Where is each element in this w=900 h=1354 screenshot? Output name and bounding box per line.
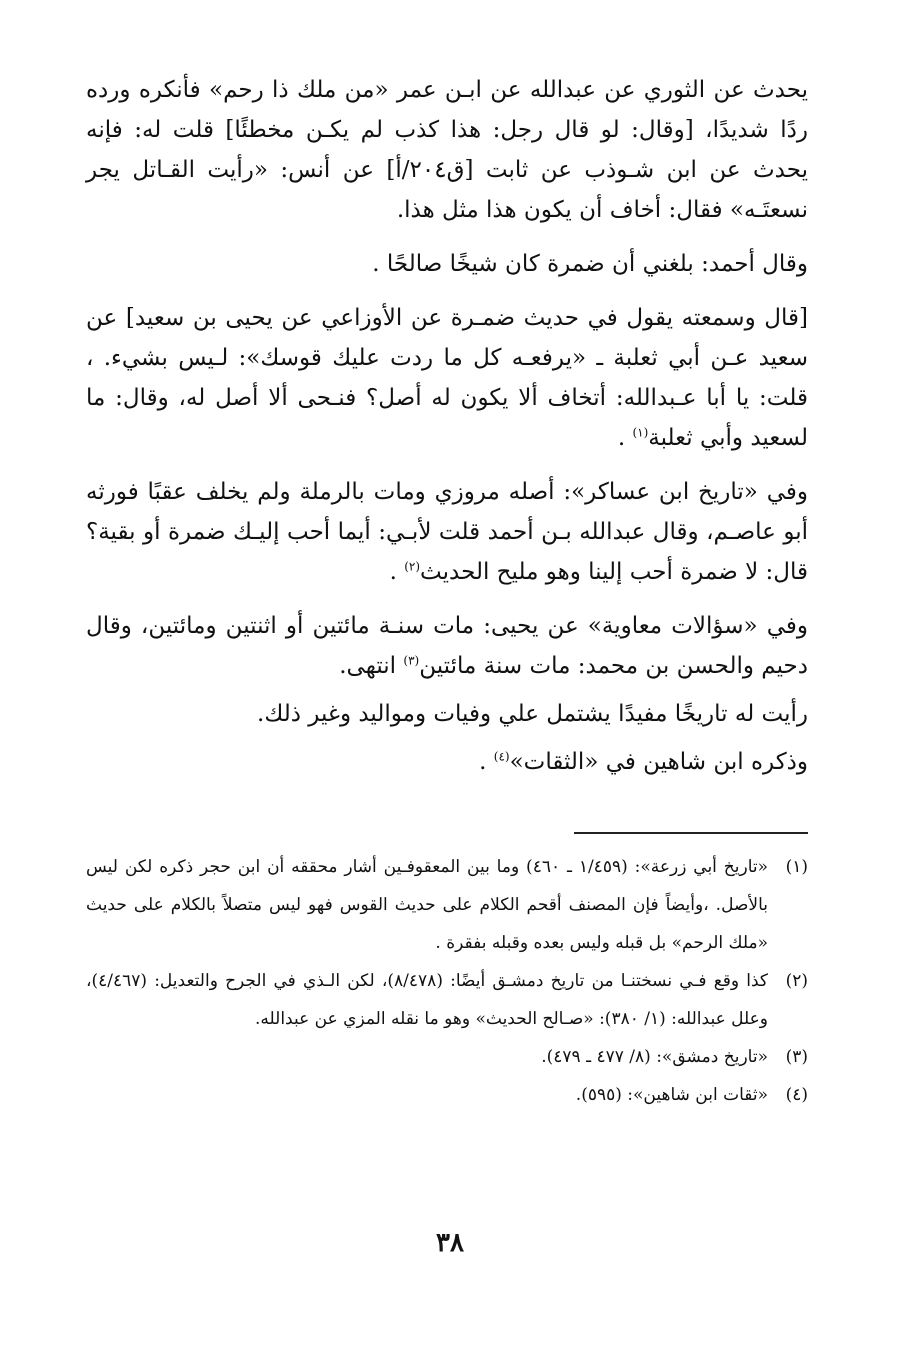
paragraph-2-text: وقال أحمد: بلغني أن ضمرة كان شيخًا صالحًا . [372,251,808,277]
paragraph-4-text: وفي «تاريخ ابن عساكر»: أصله مروزي ومات بالرملة ولم يخلف عقبًا فورثه أبو عاصـم، وقال عبدالله بـن أحمد قلت لأبـي: أيما أحب إليـك ضمرة أو بقية؟ قال: لا ضمرة أحب إلينا وهو مليح الحديث [86,479,808,585]
paragraph-7 [86,742,808,782]
paragraph-2 [86,244,808,284]
footnote-number: (٤) [785,1085,808,1105]
footnote-1 [86,848,808,962]
paragraph-6-text: رأيت له تاريخًا مفيدًا يشتمل علي وفيات ومواليد وغير ذلك. [257,701,808,727]
footnote-number: (١) [785,857,808,877]
footnote-2 [86,962,808,1038]
footnote-text: «تاريخ أبي زرعة»: (١/٤٥٩ ـ ٤٦٠) وما بين المعقوفـين أشار محققه أن ابن حجر ذكره لكن ليس بالأصل. ،وأيضاً فإن المصنف أقحم الكلام على حديث القوس فهو ليس متصلاً بالكلام على حديث «ملك الرحم» بل قبله وليس بعده وقبله بفقرة . [86,857,768,953]
paragraph-3-end: . [617,425,633,451]
paragraph-6 [86,694,808,734]
page-number: ٣٨ [436,1228,464,1258]
paragraph-3-text: [قال وسمعته يقول في حديث ضمـرة عن الأوزاعي عن يحيى بن سعيد] عن سعيد عـن أبي ثعلبة ـ «يرفعـه كل ما ردت عليك قوسك»: لـيس بشيء. ، قلت: يا أبا عـبدالله: أتخاف ألا يكون له أصل؟ فنـحى ألا أصل له، وقال: ما لسعيد وأبي ثعلبة [86,305,808,451]
footnote-number: (٢) [785,971,808,991]
footnote-ref-3: (٣) [403,653,420,668]
footnote-text: «تاريخ دمشق»: (٨/ ٤٧٧ ـ ٤٧٩). [541,1047,768,1067]
paragraph-5 [86,606,808,686]
footnote-ref-2: (٢) [404,559,421,574]
paragraph-5-text: وفي «سؤالات معاوية» عن يحيى: مات سنـة مائتين أو اثنتين ومائتين، وقال دحيم والحسن بن محمد: مات سنة مائتين [86,613,808,679]
footnote-4 [86,1076,808,1114]
paragraph-1 [86,70,808,230]
footnote-ref-1: (١) [632,425,649,440]
paragraph-4-end: . [389,559,405,585]
paragraph-1-text: يحدث عن الثوري عن عبدالله عن ابـن عمر «من ملك ذا رحم» فأنكره ورده ردًا شديدًا، [وقال: لو قال رجل: هذا كذب لم يكـن مخطئًا] قلت له: فإنه يحدث عن ابن شـوذب عن ثابت [ق٢٠٤/أ] عن أنس: «رأيت القـاتل يجر نسعتَـه» فقال: أخاف أن يكون هذا مثل هذا. [86,77,808,223]
paragraph-4 [86,472,808,592]
paragraph-7-end: . [479,749,494,775]
paragraph-5-end: انتهى. [339,653,404,679]
footnote-divider [574,832,808,834]
footnote-text: «ثقات ابن شاهين»: (٥٩٥). [575,1085,768,1105]
footnotes [86,848,808,1114]
main-text [86,70,808,796]
paragraph-3 [86,298,808,458]
footnote-3 [86,1038,808,1076]
footnote-ref-4: (٤) [493,749,510,764]
footnote-text: كذا وقع فـي نسختنـا من تاريخ دمشـق أيضًا: (٨/٤٧٨)، لكن الـذي في الجرح والتعديل: (٤/٤٦٧)، وعلل عبدالله: (١/ ٣٨٠): «صـالح الحديث» وهو ما نقله المزي عن عبدالله. [86,971,769,1029]
footnote-number: (٣) [785,1047,808,1067]
paragraph-7-text: وذكره ابن شاهين في «الثقات» [509,749,808,775]
